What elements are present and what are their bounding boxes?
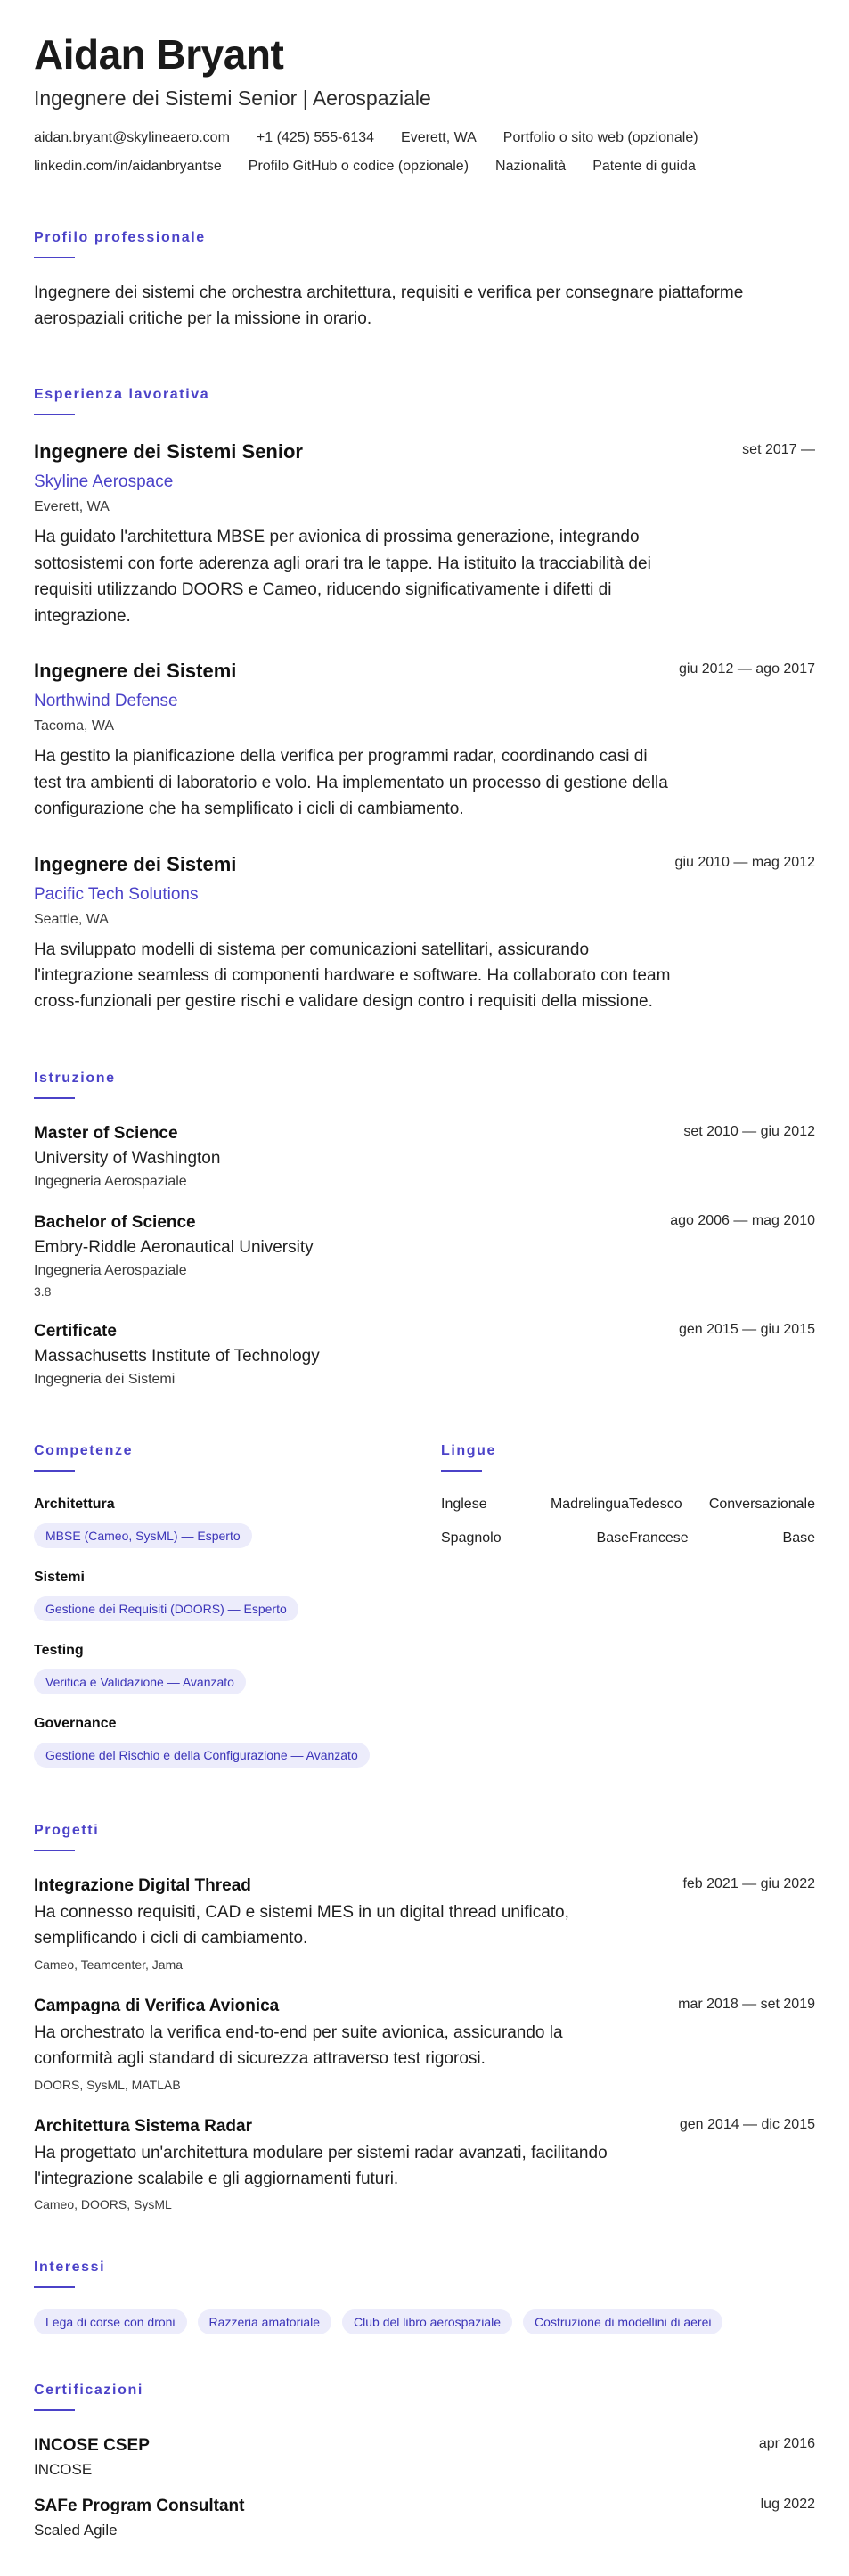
job-entry <box>34 853 815 1015</box>
project-date: mar 2018 — set 2019 <box>678 1996 815 2012</box>
certifications-section <box>34 2383 815 2539</box>
project-name: Architettura Sistema Radar <box>34 2116 252 2136</box>
education-date: gen 2015 — giu 2015 <box>678 1321 815 1337</box>
project-entry <box>34 2117 815 2212</box>
language-level: Madrelingua <box>550 1496 629 1512</box>
project-date: feb 2021 — giu 2022 <box>682 1875 815 1891</box>
education-entry <box>34 1124 815 1190</box>
job-title: Ingegnere dei Sistemi Senior <box>34 440 303 464</box>
education-degree: Bachelor of Science <box>34 1212 196 1232</box>
project-date: gen 2014 — dic 2015 <box>679 2116 815 2132</box>
job-location: Everett, WA <box>34 499 110 515</box>
experience-section <box>34 387 815 1014</box>
language-name: Inglese <box>441 1496 487 1512</box>
education-date: ago 2006 — mag 2010 <box>670 1212 815 1228</box>
education-entry <box>34 1213 815 1299</box>
project-name: Campagna di Verifica Avionica <box>34 1996 280 2015</box>
job-company: Pacific Tech Solutions <box>34 884 199 904</box>
education-field: Ingegneria Aerospaziale <box>34 1262 187 1278</box>
skill-group-name: Sistemi <box>34 1569 85 1585</box>
certification-issuer: INCOSE <box>34 2461 93 2479</box>
contact-linkedin[interactable]: linkedin.com/in/aidanbryantse <box>34 158 222 174</box>
candidate-headline: Ingegnere dei Sistemi Senior | Aerospaziale <box>34 86 431 110</box>
resume-header <box>34 32 815 175</box>
contact-github[interactable]: Profilo GitHub o codice (opzionale) <box>248 158 469 174</box>
skill-pill: Gestione dei Requisiti (DOORS) — Esperto <box>34 1596 298 1621</box>
contact-nationality: Nazionalità <box>495 158 567 174</box>
section-title: Competenze <box>34 1442 134 1458</box>
interests-section <box>34 2260 815 2334</box>
education-entry <box>34 1322 815 1388</box>
certification-name: SAFe Program Consultant <box>34 2497 245 2516</box>
project-description: Ha connesso requisiti, CAD e sistemi MES in un digital thread unificato, semplificando i cicli di cambiamento. <box>34 1902 569 1948</box>
education-degree: Master of Science <box>34 1123 178 1143</box>
skill-group-name: Governance <box>34 1715 117 1731</box>
job-description: Ha gestito la pianificazione della verifica per programmi radar, coordinando casi di test tra ambienti di laboratorio e volo. Ha implementato un processo di gestione della configurazione che ha semplificato i cicli di cambiamento. <box>34 747 668 819</box>
section-title: Interessi <box>34 2260 106 2276</box>
education-date: set 2010 — giu 2012 <box>683 1123 815 1139</box>
skill-pill: Gestione del Rischio e della Configurazione — Avanzato <box>34 1743 370 1768</box>
skill-group-name: Testing <box>34 1642 84 1658</box>
education-section <box>34 1071 815 1388</box>
skill-pill: MBSE (Cameo, SysML) — Esperto <box>34 1523 252 1548</box>
project-name: Integrazione Digital Thread <box>34 1875 251 1895</box>
certification-entry <box>34 2436 815 2479</box>
project-tools: DOORS, SysML, MATLAB <box>34 2077 181 2092</box>
section-divider <box>34 1850 75 1851</box>
section-divider <box>34 257 75 258</box>
section-divider <box>441 1470 482 1472</box>
job-location: Seattle, WA <box>34 911 109 927</box>
language-level: Conversazionale <box>708 1496 815 1512</box>
contact-portfolio[interactable]: Portfolio o sito web (opzionale) <box>502 129 698 145</box>
contact-driving-license: Patente di guida <box>592 158 696 174</box>
languages-grid <box>441 1497 815 1546</box>
job-entry <box>34 660 815 822</box>
job-title: Ingegnere dei Sistemi <box>34 660 237 683</box>
job-title: Ingegnere dei Sistemi <box>34 852 237 875</box>
interests-list <box>34 2309 815 2334</box>
section-title: Istruzione <box>34 1070 116 1086</box>
section-divider <box>34 2409 75 2411</box>
job-date: giu 2012 — ago 2017 <box>678 661 815 677</box>
interest-pill: Lega di corse con droni <box>34 2309 187 2334</box>
section-title: Profilo professionale <box>34 229 206 245</box>
language-level: Base <box>782 1530 815 1546</box>
languages-section <box>441 1443 815 1789</box>
education-grade: 3.8 <box>34 1284 52 1299</box>
job-company: Skyline Aerospace <box>34 472 174 492</box>
job-date: set 2017 — <box>742 442 815 458</box>
certification-name: INCOSE CSEP <box>34 2436 150 2456</box>
section-divider <box>34 2286 75 2288</box>
project-tools: Cameo, Teamcenter, Jama <box>34 1957 184 1972</box>
job-entry <box>34 440 815 629</box>
skill-group <box>34 1570 441 1621</box>
skill-pill: Verifica e Validazione — Avanzato <box>34 1669 246 1694</box>
certification-date: lug 2022 <box>760 2497 815 2513</box>
education-degree: Certificate <box>34 1321 117 1341</box>
section-divider <box>34 1470 75 1472</box>
language-name: Tedesco <box>629 1496 682 1512</box>
language-name: Spagnolo <box>441 1530 502 1546</box>
language-level: Base <box>596 1530 629 1546</box>
interest-pill: Costruzione di modellini di aerei <box>523 2309 722 2334</box>
section-divider <box>34 1097 75 1099</box>
section-title: Lingue <box>441 1442 497 1458</box>
skill-group <box>34 1716 441 1768</box>
section-title: Certificazioni <box>34 2383 143 2399</box>
skill-group-name: Architettura <box>34 1496 115 1512</box>
certification-entry <box>34 2497 815 2539</box>
job-company: Northwind Defense <box>34 692 178 711</box>
skill-group <box>34 1643 441 1694</box>
contact-location: Everett, WA <box>401 129 477 145</box>
skills-languages-row <box>34 1443 815 1789</box>
job-date: giu 2010 — mag 2012 <box>674 854 815 870</box>
education-school: University of Washington <box>34 1148 221 1168</box>
candidate-name: Aidan Bryant <box>34 31 284 78</box>
profile-section <box>34 230 815 332</box>
projects-section <box>34 1823 815 2212</box>
project-description: Ha orchestrato la verifica end-to-end per suite avionica, assicurando la conformità agli standard di sicurezza attraverso test rigorosi. <box>34 2022 563 2069</box>
section-title: Progetti <box>34 1822 100 1838</box>
contact-list <box>34 130 815 175</box>
certification-date: apr 2016 <box>758 2436 815 2452</box>
education-school: Massachusetts Institute of Technology <box>34 1346 320 1366</box>
interest-pill: Club del libro aerospaziale <box>342 2309 512 2334</box>
education-field: Ingegneria dei Sistemi <box>34 1371 176 1387</box>
education-field: Ingegneria Aerospaziale <box>34 1173 187 1189</box>
contact-email[interactable]: aidan.bryant@skylineaero.com <box>34 129 230 145</box>
project-entry <box>34 1876 815 1972</box>
section-divider <box>34 414 75 415</box>
section-title: Esperienza lavorativa <box>34 387 210 403</box>
certification-issuer: Scaled Agile <box>34 2522 118 2539</box>
project-description: Ha progettato un'architettura modulare per sistemi radar avanzati, facilitando l'integrazione scalabile e gli aggiornamenti futuri. <box>34 2143 608 2189</box>
job-description: Ha sviluppato modelli di sistema per comunicazioni satellitari, assicurando l'integrazione seamless di componenti hardware e software. Ha collaborato con team cross-funzionali per gestire rischi e validare design contro i requisiti della missione. <box>34 939 671 1012</box>
education-school: Embry-Riddle Aeronautical University <box>34 1237 314 1257</box>
job-description: Ha guidato l'architettura MBSE per avionica di prossima generazione, integrando sottosistemi con forte aderenza agli orari tra le tappe. Ha istituito la tracciabilità dei requisiti utilizzando DOORS e Cameo, riducendo significativamente i difetti di integrazione. <box>34 528 651 626</box>
language-name: Francese <box>629 1530 689 1546</box>
skill-group <box>34 1497 441 1548</box>
project-entry <box>34 1997 815 2092</box>
job-location: Tacoma, WA <box>34 718 115 734</box>
skills-section <box>34 1443 441 1789</box>
interest-pill: Razzeria amatoriale <box>198 2309 332 2334</box>
contact-phone[interactable]: +1 (425) 555-6134 <box>256 129 375 145</box>
project-tools: Cameo, DOORS, SysML <box>34 2197 172 2212</box>
profile-summary: Ingegnere dei sistemi che orchestra architettura, requisiti e verifica per consegnare piattaforme aerospaziali critiche per la missione in orario. <box>34 283 744 329</box>
